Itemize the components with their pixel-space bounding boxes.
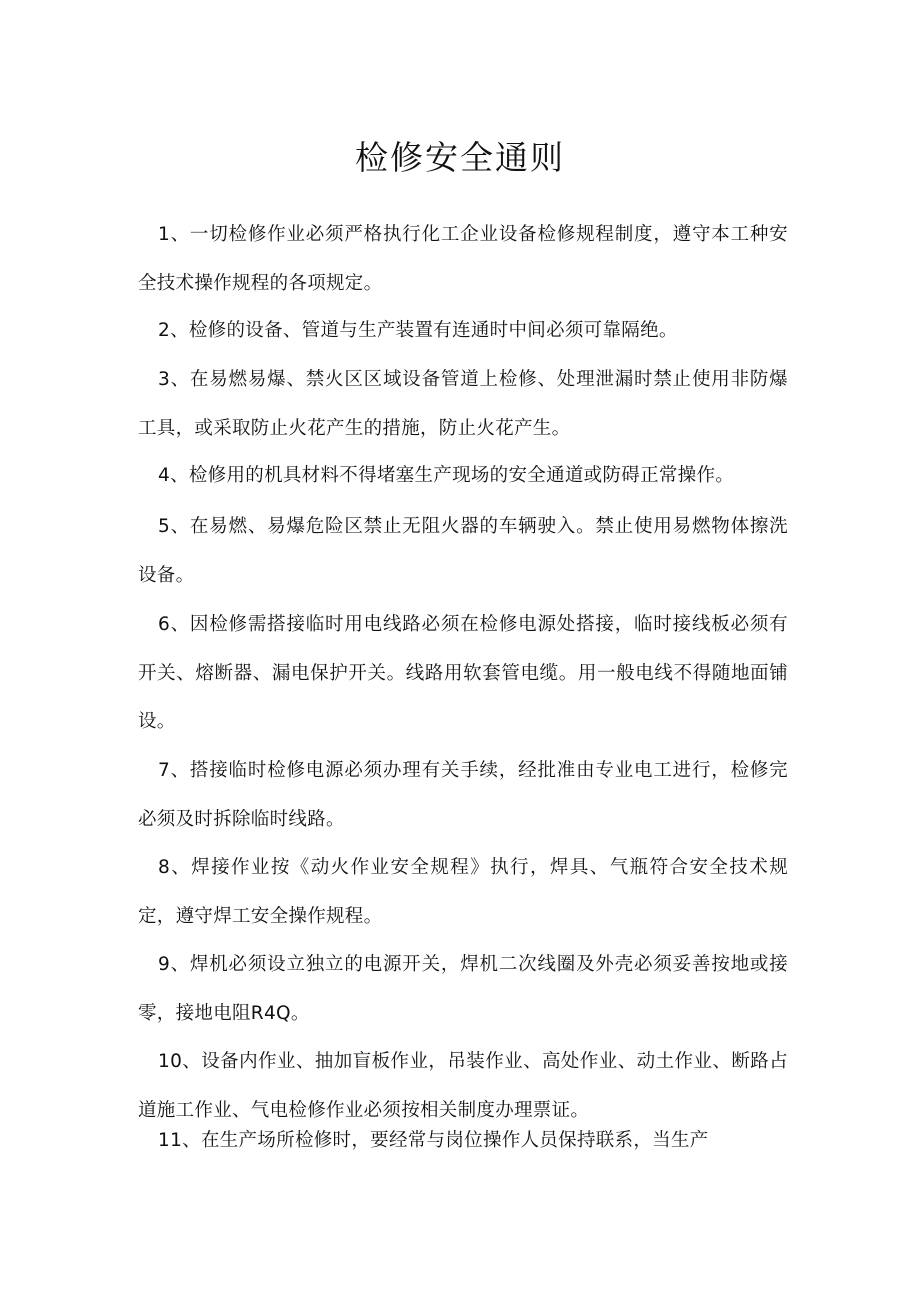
paragraph-3: 3、在易燃易爆、禁火区区域设备管道上检修、处理泄漏时禁止使用非防爆工具，或采取防止火花产生的措施，防止火花产生。: [138, 369, 788, 439]
paragraph-2: 2、检修的设备、管道与生产装置有连通时中间必须可靠隔绝。: [158, 320, 678, 341]
paragraph-7: 7、搭接临时检修电源必须办理有关手续，经批准由专业电工进行，检修完必须及时拆除临时线路。: [138, 760, 788, 830]
paragraph-11: 11、在生产场所检修时，要经常与岗位操作人员保持联系，当生产: [158, 1130, 709, 1151]
paragraph-4: 4、检修用的机具材料不得堵塞生产现场的安全通道或防碍正常操作。: [158, 465, 735, 486]
paragraph-8: 8、焊接作业按《动火作业安全规程》执行，焊具、气瓶符合安全技术规定，遵守焊工安全操作规程。: [138, 857, 788, 927]
paragraph-9: 9、焊机必须设立独立的电源开关，焊机二次线圈及外壳必须妥善按地或接零，接地电阻R4Q。: [138, 954, 788, 1024]
paragraph-5: 5、在易燃、易爆危险区禁止无阻火器的车辆驶入。禁止使用易燃物体擦洗设备。: [138, 516, 788, 586]
document-title: 检修安全通则: [355, 138, 565, 177]
paragraph-10: 10、设备内作业、抽加盲板作业，吊装作业、高处作业、动土作业、断路占道施工作业、气电检修作业必须按相关制度办理票证。: [138, 1051, 788, 1121]
paragraph-6: 6、因检修需搭接临时用电线路必须在检修电源处搭接，临时接线板必须有开关、熔断器、漏电保护开关。线路用软套管电缆。用一般电线不得随地面铺设。: [138, 614, 788, 732]
paragraph-1: 1、一切检修作业必须严格执行化工企业设备检修规程制度，遵守本工种安全技术操作规程的各项规定。: [138, 224, 788, 294]
